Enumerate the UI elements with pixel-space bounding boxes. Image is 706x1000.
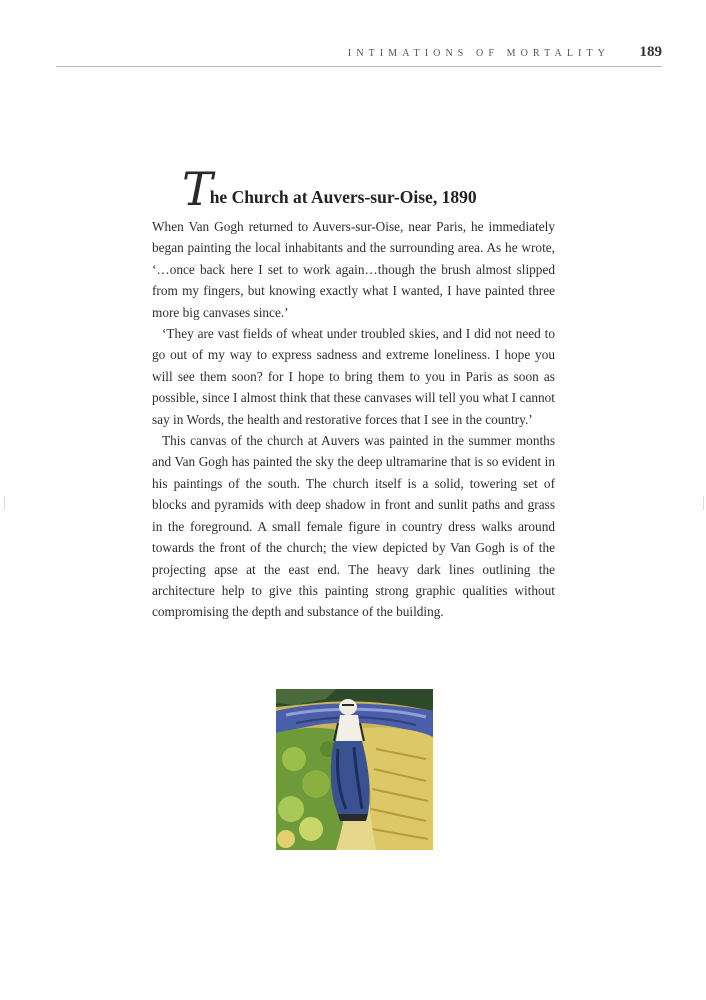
paragraph: ‘They are vast fields of wheat under troubled skies, and I did not need to go out of my way to express sadness and extreme loneliness. I hope you will see them soon? for I hope to bring them to you in Paris as soon as possible, since I almost think that these canvases will tell you what I cannot say in Words, the health and restorative forces that I see in the country.’ [152, 326, 555, 427]
running-head [56, 46, 662, 67]
paragraph: This canvas of the church at Auvers was painted in the summer months and Van Gogh has painted the sky the deep ultramarine that is so evident in his paintings of the south. The church itself is a solid, towering set of blocks and pyramids with deep shadow in front and sunlit paths and grass in the foreground. A small female figure in country dress walks around towards the front of the church; the view depicted by Van Gogh is of the projecting apse at the east end. The heavy dark lines outlining the architecture help to give this painting strong graphic qualities without compromising the depth and substance of the building. [152, 433, 555, 620]
heading-text: he Church at Auvers-sur-Oise, 1890 [209, 187, 477, 207]
heading-drop-cap: T [182, 162, 210, 216]
margin-mark [703, 496, 704, 510]
page-number: 189 [639, 44, 662, 60]
painting-detail-image [276, 689, 433, 850]
margin-mark [4, 496, 5, 510]
body-text [152, 216, 555, 623]
paragraph: When Van Gogh returned to Auvers-sur-Oise, near Paris, he immediately began painting the local inhabitants and the surrounding area. As he wrote, ‘…once back here I set to work again…though the brush almost slipped from my fingers, but knowing exactly what I wanted, I have painted three more big canvases since.’ [152, 219, 555, 320]
running-title: INTIMATIONS OF MORTALITY [347, 48, 610, 59]
section-heading [182, 162, 477, 216]
